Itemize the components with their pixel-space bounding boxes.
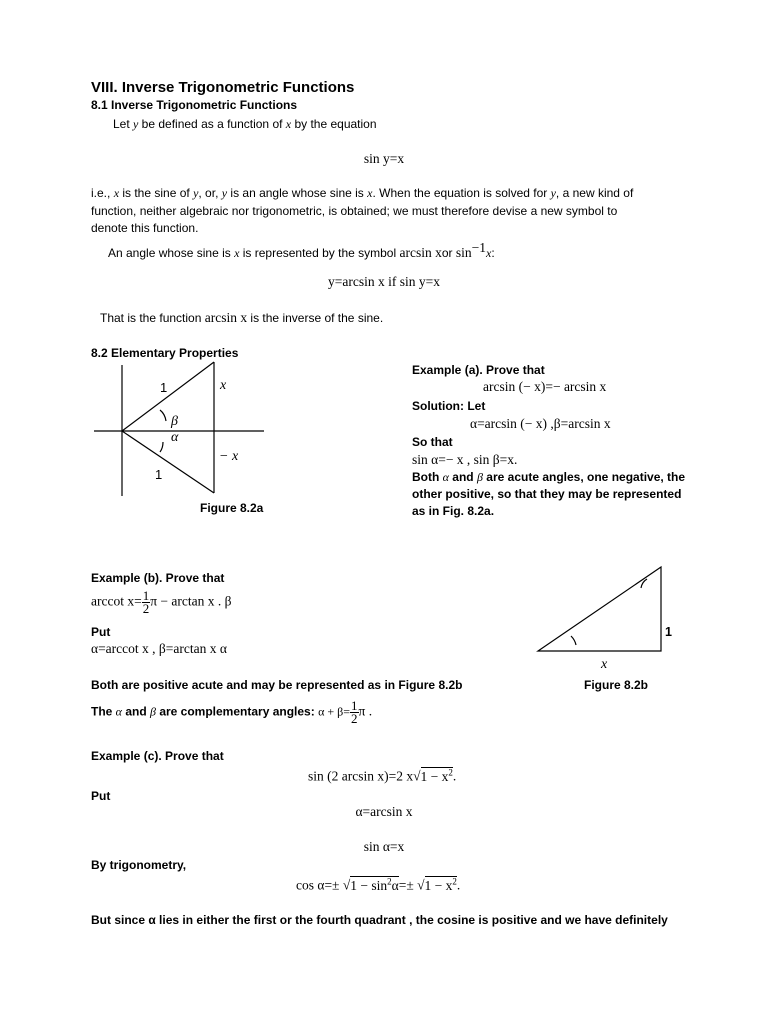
fig-a-label-alpha: α	[171, 430, 179, 445]
page-title: VIII. Inverse Trigonometric Functions	[91, 79, 355, 96]
fig-a-label-x: x	[220, 378, 227, 393]
example-a-heading: Example (a). Prove that	[412, 363, 545, 377]
example-c-heading: Example (c). Prove that	[91, 749, 224, 763]
example-a-line-3: as in Fig. 8.2a.	[412, 504, 495, 518]
example-c-last-line: But since α lies in either the first or the fourth quadrant , the cosine is positive and we have definitely	[91, 913, 668, 927]
inverse-sine-line: That is the function arcsin x is the inverse of the sine.	[100, 310, 384, 325]
example-a-so-that: So that	[412, 435, 453, 449]
equation-arcsin-def: y=arcsin x if sin y=x	[328, 274, 440, 289]
example-a-so-equation: sin α=− x , sin β=x.	[412, 452, 518, 467]
equation-sin-y: sin y=x	[363, 151, 405, 166]
example-a-equation: arcsin (− x)=− arcsin x	[483, 379, 607, 394]
example-b-heading: Example (b). Prove that	[91, 571, 225, 585]
example-c-equation-3: sin α=x	[363, 839, 405, 854]
fig-a-label-1-bottom: 1	[155, 467, 163, 482]
example-c-trig-line: By trigonometry,	[91, 858, 187, 872]
intro-line: Let y be defined as a function of x by the equation	[113, 117, 377, 131]
fig-b-caption: Figure 8.2b	[584, 678, 649, 692]
arcsin-definition-line: An angle whose sine is x is represented by the symbol arcsin xor $\sin^{-1}x$:	[108, 240, 495, 260]
example-b-put-equation: α=arccot x , β=arctan x α	[91, 641, 227, 656]
fig-b-label-1: 1	[665, 625, 672, 639]
example-c-equation: sin (2 arcsin x)=2 $x√1 - x^2$.	[308, 767, 457, 784]
paragraph-line-2: function, neither algebraic nor trigonometric, is obtained; we must therefore devise a new symbol to	[91, 204, 618, 218]
fig-a-label-beta: β	[171, 414, 178, 429]
fig-a-label-neg-x: − x	[219, 449, 239, 464]
example-a-let-equation: α=arcsin (− x) ,β=arcsin x	[470, 416, 611, 431]
example-a-line-2: other positive, so that they may be represented	[412, 487, 682, 501]
example-a-solution: Solution: Let	[412, 399, 486, 413]
fig-a-label-1-top: 1	[160, 380, 168, 395]
example-b-equation: arccot x= $\frac{1}{2}$ π − arctan x . β	[91, 588, 232, 616]
example-c-put: Put	[91, 789, 111, 803]
fig-b-label-x: x	[601, 657, 608, 672]
example-c-cos-equation: $\cos \alpha=\pm √1 - \sin^2\alpha=\pm √1 - x^2$.	[296, 876, 461, 893]
paragraph-line-3: denote this function.	[91, 221, 199, 235]
example-c-equation-2: α=arcsin x	[355, 804, 413, 819]
example-b-both-line: Both are positive acute and may be represented as in Figure 8.2b	[91, 678, 463, 692]
fig-a-caption: Figure 8.2a	[200, 501, 264, 515]
paragraph-line-1: i.e., x is the sine of y, or, y is an angle whose sine is x. When the equation is solved for y, a new kind of	[91, 186, 634, 200]
example-a-both-line: Both α and β are acute angles, one negative, the	[412, 470, 686, 484]
example-b-put: Put	[91, 625, 111, 639]
example-b-complementary-line: The α and β are complementary angles: α + β= $\frac{1}{2}$ π .	[91, 698, 373, 726]
section-8-2-heading: 8.2 Elementary Properties	[91, 346, 239, 360]
section-8-1-heading: 8.1 Inverse Trigonometric Functions	[91, 98, 298, 112]
